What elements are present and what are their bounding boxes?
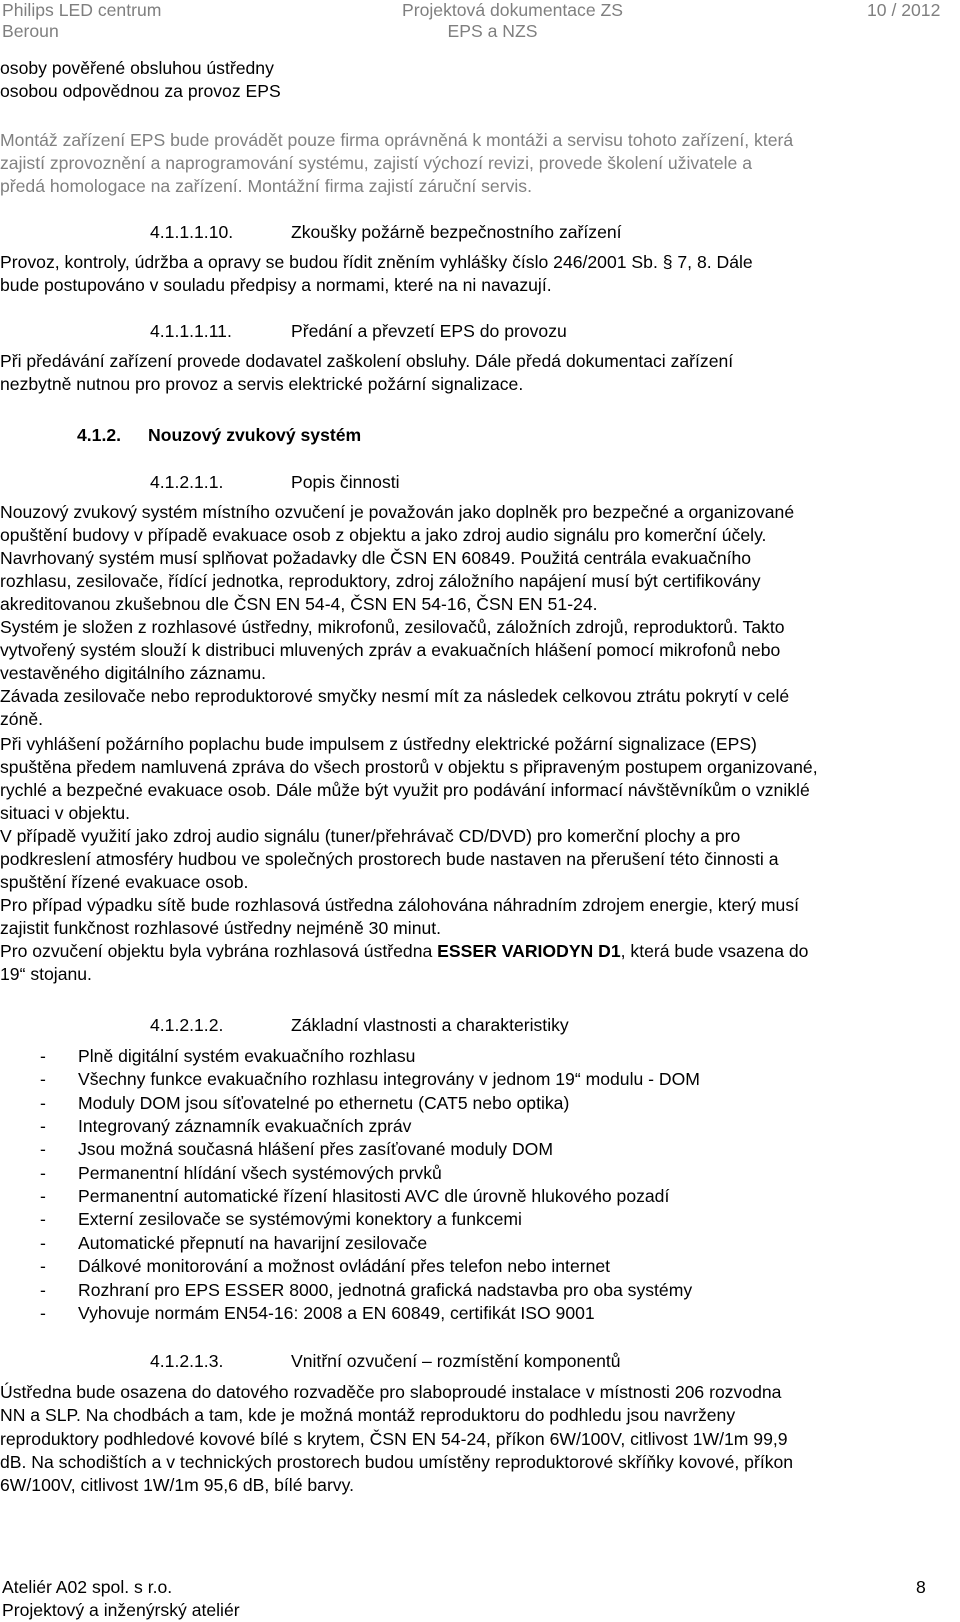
paragraph-line: Při předávání zařízení provede dodavatel zaškolení obsluhy. Dále předá dokumentaci zařízení <box>0 351 734 371</box>
header-date: 10 / 2012 <box>867 0 941 20</box>
list-item: Dálkové monitorování a možnost ovládání přes telefon nebo internet <box>78 1256 611 1276</box>
paragraph-line: podkreslení atmosféry hudbou ve společných prostorech bude nastaven na přerušení této činnosti a <box>0 849 779 869</box>
paragraph-line: Provoz, kontroly, údržba a opravy se budou řídit zněním vyhlášky číslo 246/2001 Sb. § 7, 8. Dále <box>0 252 753 272</box>
section-number: 4.1.2. <box>77 425 122 445</box>
paragraph-line: spuštění řízené evakuace osob. <box>0 872 249 892</box>
paragraph-line: opuštění budovy v případě evakuace osob z objektu a jako zdroj audio signálu pro komerční účely. <box>0 525 767 545</box>
paragraph-line: spuštěna předem namluvená zpráva do všech prostorů v objektu s připraveným postupem organizované, <box>0 757 818 777</box>
header-location: Beroun <box>2 21 59 41</box>
paragraph-line: rozhlasu, zesilovače, řídící jednotka, reproduktory, zdroj záložního napájení musí být certifikovány <box>0 571 761 591</box>
text-run: , která bude vsazena do <box>620 941 809 961</box>
paragraph-line: rychlé a bezpečné evakuace osob. Dále může být využit pro podávání informací návštěvníkům o vzniklé <box>0 780 810 800</box>
section-title: Vnitřní ozvučení – rozmístění komponentů <box>291 1351 621 1371</box>
paragraph-line: Ústředna bude osazena do datového rozvaděče pro slaboproudé instalace v místnosti 206 rozvodna <box>0 1382 782 1402</box>
header-doc-subject: EPS a NZS <box>447 21 538 41</box>
bullet-dash: - <box>40 1256 46 1276</box>
paragraph-line: Závada zesilovače nebo reproduktorové smyčky nesmí mít za následek celkovou ztrátu pokrytí v celé <box>0 686 790 706</box>
paragraph-line: zajistí zprovoznění a naprogramování systému, zajistí výchozí revizi, provede školení uživatele a <box>0 153 752 173</box>
paragraph-line-mixed <box>0 940 808 962</box>
bullet-dash: - <box>40 1303 46 1323</box>
list-item: Permanentní automatické řízení hlasitosti AVC dle úrovně hlukového pozadí <box>78 1186 670 1206</box>
paragraph-line: vestavěného digitálního záznamu. <box>0 663 267 683</box>
list-item: Automatické přepnutí na havarijní zesilovače <box>78 1233 428 1253</box>
bullet-dash: - <box>40 1280 46 1300</box>
list-item: Vyhovuje normám EN54-16: 2008 a EN 60849, certifikát ISO 9001 <box>78 1303 595 1323</box>
section-title: Základní vlastnosti a charakteristiky <box>291 1015 569 1035</box>
paragraph-line: Navrhovaný systém musí splňovat požadavky dle ČSN EN 60849. Použitá centrála evakuačního <box>0 548 752 568</box>
paragraph-line: V případě využití jako zdroj audio signálu (tuner/přehrávač CD/DVD) pro komerční plochy a pro <box>0 826 741 846</box>
paragraph-line: reproduktory podhledové kovové bílé s krytem, ČSN EN 54-24, příkon 6W/100V, citlivost 1W/1m 99,9 <box>0 1429 788 1449</box>
bullet-dash: - <box>40 1069 46 1089</box>
paragraph-line: vytvořený systém slouží k distribuci mluvených zpráv a evakuačních hlášení pomocí mikrofonů nebo <box>0 640 781 660</box>
paragraph-line: Pro případ výpadku sítě bude rozhlasová ústředna zálohována náhradním zdrojem energie, který musí <box>0 895 800 915</box>
paragraph-line: NN a SLP. Na chodbách a tam, kde je možná montáž reproduktoru do podhledu jsou navrženy <box>0 1405 736 1425</box>
paragraph-line: zajistit funkčnost rozhlasové ústředny nejméně 30 minut. <box>0 918 442 938</box>
paragraph-line: 19“ stojanu. <box>0 964 92 984</box>
bullet-dash: - <box>40 1116 46 1136</box>
bullet-dash: - <box>40 1046 46 1066</box>
paragraph-line: Nouzový zvukový systém místního ozvučení je považován jako doplněk pro bezpečné a organizované <box>0 502 795 522</box>
footer-company-type: Projektový a inženýrský ateliér <box>2 1600 240 1620</box>
list-item: Všechny funkce evakuačního rozhlasu integrovány v jednom 19“ modulu - DOM <box>78 1069 700 1089</box>
list-item: Rozhraní pro EPS ESSER 8000, jednotná grafická nadstavba pro oba systémy <box>78 1280 693 1300</box>
section-title: Předání a převzetí EPS do provozu <box>291 321 567 341</box>
list-item: Plně digitální systém evakuačního rozhlasu <box>78 1046 416 1066</box>
header-project-name: Philips LED centrum <box>2 0 162 20</box>
bullet-dash: - <box>40 1186 46 1206</box>
paragraph-line: předá homologace na zařízení. Montážní firma zajistí záruční servis. <box>0 176 532 196</box>
header-center <box>402 0 623 42</box>
paragraph-line: Montáž zařízení EPS bude provádět pouze firma oprávněná k montáži a servisu tohoto zařízení, která <box>0 130 794 150</box>
section-title: Zkoušky požárně bezpečnostního zařízení <box>291 222 622 242</box>
list-item: Integrovaný záznamník evakuačních zpráv <box>78 1116 412 1136</box>
section-number: 4.1.2.1.3. <box>150 1351 224 1371</box>
paragraph-line: Systém je složen z rozhlasové ústředny, mikrofonů, zesilovačů, záložních zdrojů, reproduktorů. Takto <box>0 617 785 637</box>
bullet-dash: - <box>40 1093 46 1113</box>
paragraph-line: dB. Na schodištích a v technických prostorech budou umístěny reproduktorové skříňky kovové, příkon <box>0 1452 794 1472</box>
paragraph-line: akreditovanou zkušebnou dle ČSN EN 54-4, ČSN EN 54-16, ČSN EN 51-24. <box>0 594 598 614</box>
intro-line: osoby pověřené obsluhou ústředny <box>0 58 274 78</box>
section-number: 4.1.2.1.2. <box>150 1015 224 1035</box>
footer-company: Ateliér A02 spol. s r.o. <box>2 1577 173 1597</box>
paragraph-line: nezbytně nutnou pro provoz a servis elektrické požární signalizace. <box>0 374 524 394</box>
bullet-dash: - <box>40 1163 46 1183</box>
bullet-dash: - <box>40 1209 46 1229</box>
text-run: Pro ozvučení objektu byla vybrána rozhlasová ústředna <box>0 941 438 961</box>
paragraph-line: Při vyhlášení požárního poplachu bude impulsem z ústředny elektrické požární signalizace (EPS) <box>0 734 757 754</box>
list-item: Jsou možná současná hlášení přes zasíťované moduly DOM <box>78 1139 554 1159</box>
section-number: 4.1.1.1.10. <box>150 222 234 242</box>
paragraph-line: situaci v objektu. <box>0 803 131 823</box>
section-number: 4.1.1.1.11. <box>150 321 232 341</box>
paragraph-line: 6W/100V, citlivost 1W/1m 95,6 dB, bílé barvy. <box>0 1475 354 1495</box>
footer-page-number: 8 <box>916 1577 926 1597</box>
intro-line: osobou odpovědnou za provoz EPS <box>0 81 281 101</box>
list-item: Moduly DOM jsou síťovatelné po ethernetu (CAT5 nebo optika) <box>78 1093 570 1113</box>
bullet-dash: - <box>40 1139 46 1159</box>
section-title: Popis činnosti <box>291 472 400 492</box>
list-item: Permanentní hlídání všech systémových prvků <box>78 1163 442 1183</box>
section-number: 4.1.2.1.1. <box>150 472 224 492</box>
bullet-dash: - <box>40 1233 46 1253</box>
section-title: Nouzový zvukový systém <box>148 425 362 445</box>
paragraph-line: bude postupováno v souladu předpisy a normami, které na ni navazují. <box>0 275 552 295</box>
header-doc-type: Projektová dokumentace ZS <box>402 0 624 20</box>
list-item: Externí zesilovače se systémovými konektory a funkcemi <box>78 1209 522 1229</box>
product-name: ESSER VARIODYN D1 <box>437 941 621 961</box>
header-left <box>2 0 161 42</box>
paragraph-line: zóně. <box>0 709 44 729</box>
